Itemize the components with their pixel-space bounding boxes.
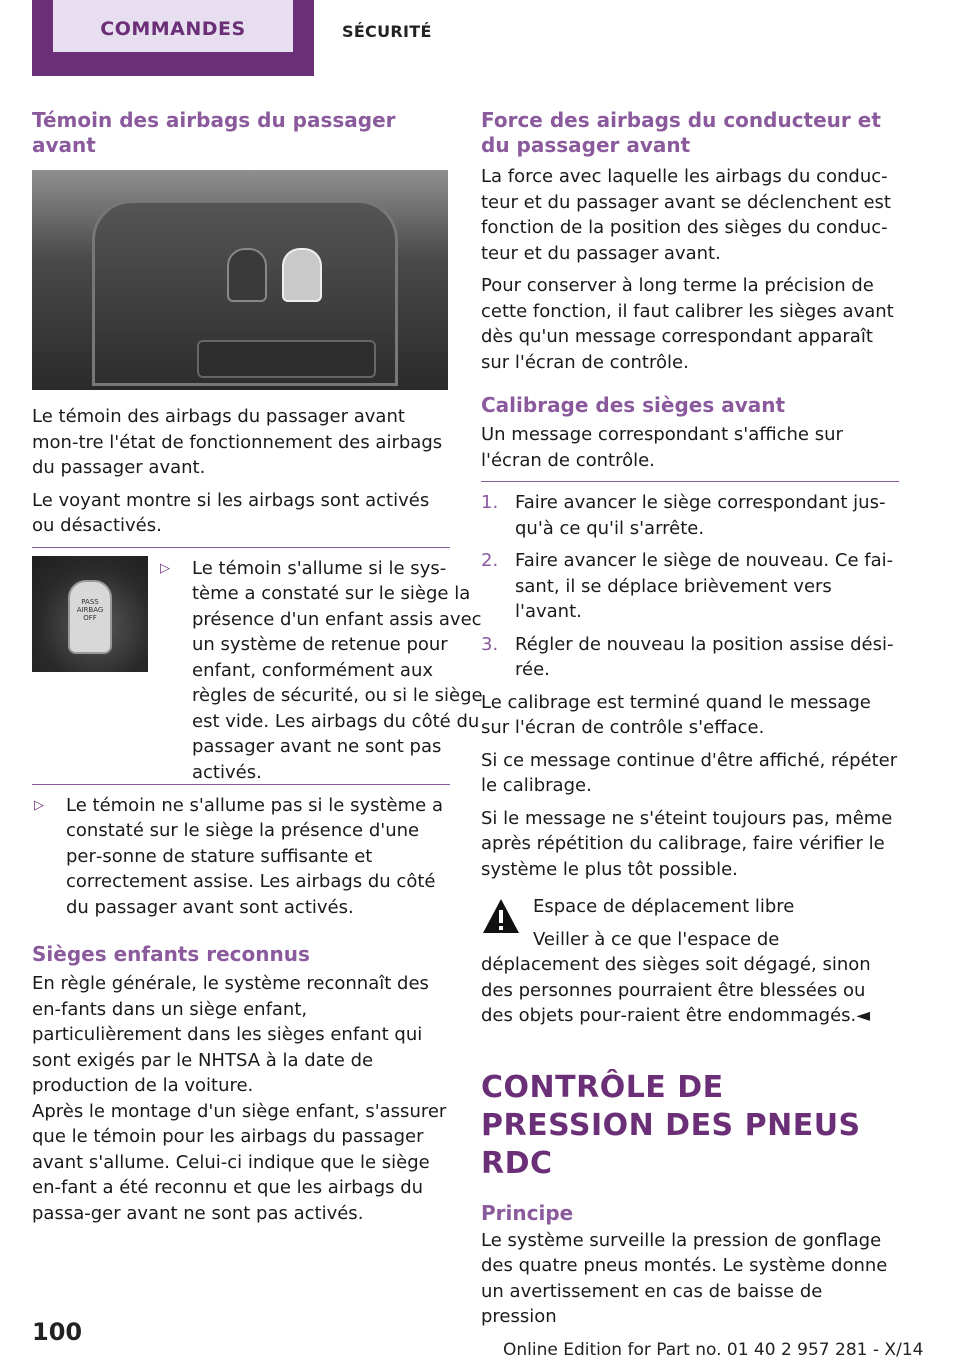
paragraph: Pour conserver à long terme la précision de cette fonction, il faut calibrer les sièges avant dès qu'un message correspondant apparaît sur l'écran de contrôle.	[481, 275, 894, 373]
list-item-text: Le témoin ne s'allume pas si le système a constaté sur le siège la présence d'une per‐sonne de stature suffisante et correctement assise. Les airbags du côté du passager avant sont activés.	[66, 794, 443, 918]
step-text: Régler de nouveau la position assise dési‐rée.	[515, 633, 894, 680]
paragraph: Si le message ne s'éteint toujours pas, même après répétition du calibrage, faire vérifier le système le plus tôt possible.	[481, 807, 893, 880]
list-item	[481, 548, 899, 625]
chapter-tabs	[0, 0, 960, 78]
list-item-text: Le témoin s'allume si le sys‐tème a constaté sur le siège la présence d'un enfant assis avec un système de retenue pour enfant, conformément aux règles de sécurité, ou si le siège est vide. Les airbags du côté du passager avant ne sont pas activés.	[192, 557, 483, 783]
pass-airbag-off-photo	[32, 556, 148, 672]
heading-principle: Principe	[481, 1200, 574, 1225]
triangle-bullet-icon: ▷	[160, 560, 170, 576]
left-column	[32, 108, 483, 1233]
paragraph: Le système surveille la pression de gonflage des quatre pneus montés. Le système donne un avertissement en cas de baisse de pression	[481, 1229, 888, 1327]
tab-commandes-inner	[53, 0, 293, 52]
paragraph: Un message correspondant s'affiche sur l'écran de contrôle.	[481, 424, 843, 471]
divider	[32, 547, 450, 548]
triangle-bullet-icon: ▷	[34, 797, 44, 813]
page-number: 100	[32, 1318, 83, 1346]
console-knobs	[197, 340, 376, 378]
warning-triangle-icon	[481, 896, 521, 936]
tab-commandes-label: COMMANDES	[100, 18, 246, 40]
heading-calibration: Calibrage des sièges avant	[481, 393, 786, 417]
step-text: Faire avancer le siège correspondant jus‐qu'à ce qu'il s'arrête.	[515, 492, 886, 539]
paragraph: Le voyant montre si les airbags sont activés ou désactivés.	[32, 489, 430, 536]
pass-airbag-off-label: PASS AIRBAG OFF	[68, 580, 112, 654]
step-number: 2.	[481, 550, 499, 571]
warning-box	[481, 894, 899, 1029]
list-item	[481, 490, 899, 541]
step-number: 1.	[481, 492, 499, 513]
paragraph: Le calibrage est terminé quand le message sur l'écran de contrôle s'efface.	[481, 691, 871, 738]
warning-text: Veiller à ce que l'espace de déplacement des sièges soit dégagé, sinon des personnes pourraient être blessées ou des objets pour‐raient être endommagés.◄	[481, 928, 871, 1026]
heading-airbag-indicator: Témoin des airbags du passager avant	[32, 108, 396, 157]
warning-title: Espace de déplacement libre	[533, 896, 795, 917]
console-button-left	[227, 248, 267, 302]
step-number: 3.	[481, 633, 499, 655]
right-column	[481, 108, 899, 1337]
paragraph: En règle générale, le système reconnaît des en‐fants dans un siège enfant, particulièrement dans les sièges enfant qui sont exigés par le NHTSA à la date de production de la voiture.	[32, 973, 429, 1096]
paragraph: Après le montage d'un siège enfant, s'assurer que le témoin pour les airbags du passager avant s'allume. Celui-ci indique que le siège en‐fant a été reconnu et que les airbags du passa‐ger avant ne sont pas activés.	[32, 1100, 447, 1224]
paragraph: Si ce message continue d'être affiché, répéter le calibrage.	[481, 749, 898, 796]
edition-note: Online Edition for Part no. 01 40 2 957 281 - X/14	[503, 1340, 924, 1360]
tab-securite[interactable]: SÉCURITÉ	[342, 22, 432, 41]
list-item	[32, 793, 450, 921]
list-item	[158, 556, 484, 786]
paragraph: La force avec laquelle les airbags du conduc‐teur et du passager avant se déclenchent est fonction de la position des sièges du conduc‐teur et du passager avant.	[481, 166, 891, 264]
heading-airbag-force: Force des airbags du conducteur et du passager avant	[481, 108, 881, 157]
divider	[481, 481, 899, 482]
section-title: CONTRÔLE DE PRESSION DES PNEUS RDC	[481, 1069, 861, 1181]
paragraph: Le témoin des airbags du passager avant mon‐tre l'état de fonctionnement des airbags du passager avant.	[32, 406, 443, 478]
tab-commandes[interactable]	[32, 0, 314, 76]
console-button-right	[282, 248, 322, 302]
indicator-row	[32, 556, 483, 783]
list-item	[481, 632, 899, 683]
step-text: Faire avancer le siège de nouveau. Ce fai‐sant, il se déplace brièvement vers l'avant.	[515, 550, 894, 622]
overhead-console-photo	[32, 170, 448, 390]
heading-child-seats: Sièges enfants reconnus	[32, 942, 310, 966]
